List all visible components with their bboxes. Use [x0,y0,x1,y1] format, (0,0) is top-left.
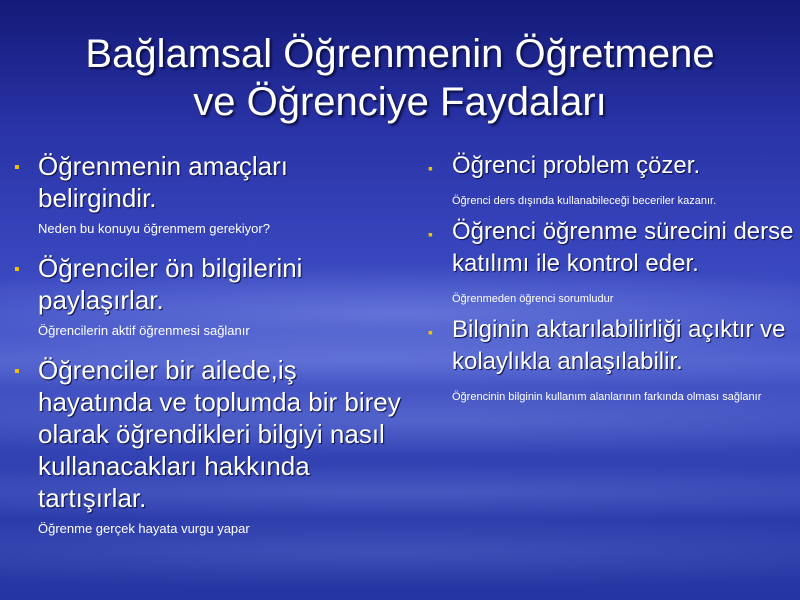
bullet-square-icon: ▪ [428,160,433,176]
left-bullet-item-3 [14,354,404,538]
bullet-main-text: Öğrenciler bir ailede,iş hayatında ve toplumda bir birey olarak öğrendikleri bilgiyi nasıl kullanacakları hakkında tartışırlar. [38,355,401,513]
bullet-sub-text: Neden bu konuyu öğrenmem gerekiyor? [38,221,270,236]
bullet-square-icon: ▪ [428,226,433,242]
bullet-sub-text: Öğrenme gerçek hayata vurgu yapar [38,521,250,536]
bullet-main-text: Öğrenci öğrenme sürecini derse katılımı ile kontrol eder. [452,218,794,277]
slide-title-line-2: ve Öğrenciye Faydaları [193,80,607,124]
bullet-sub-text: Öğrenci ders dışında kullanabileceği beceriler kazanır. [452,195,717,207]
left-bullet-item-1 [14,150,404,238]
bullet-main-text: Öğrenci problem çözer. [452,152,701,179]
bullet-main-text: Bilginin aktarılabilirliği açıktır ve kolaylıkla anlaşılabilir. [452,316,786,375]
bullet-sub-text: Öğrencinin bilginin kullanım alanlarının farkında olması sağlanır [452,391,762,403]
bullet-square-icon: ▪ [428,324,433,340]
bullet-sub-text: Öğrencilerin aktif öğrenmesi sağlanır [38,323,250,338]
right-bullet-item-2 [428,216,800,308]
left-bullet-item-2 [14,252,404,340]
slide-title [0,30,800,126]
right-bullet-item-3 [428,314,800,406]
right-bullet-item-1 [428,150,800,210]
bullet-square-icon: ▪ [14,363,20,380]
bullet-square-icon: ▪ [14,261,20,278]
bullet-sub-text: Öğrenmeden öğrenci sorumludur [452,293,614,305]
bullet-square-icon: ▪ [14,159,20,176]
slide-title-line-1: Bağlamsal Öğrenmenin Öğretmene [85,32,715,76]
right-bullet-column [428,150,800,406]
bullet-main-text: Öğrenciler ön bilgilerini paylaşırlar. [38,253,303,315]
left-bullet-column [14,150,404,538]
bullet-main-text: Öğrenmenin amaçları belirgindir. [38,151,288,213]
